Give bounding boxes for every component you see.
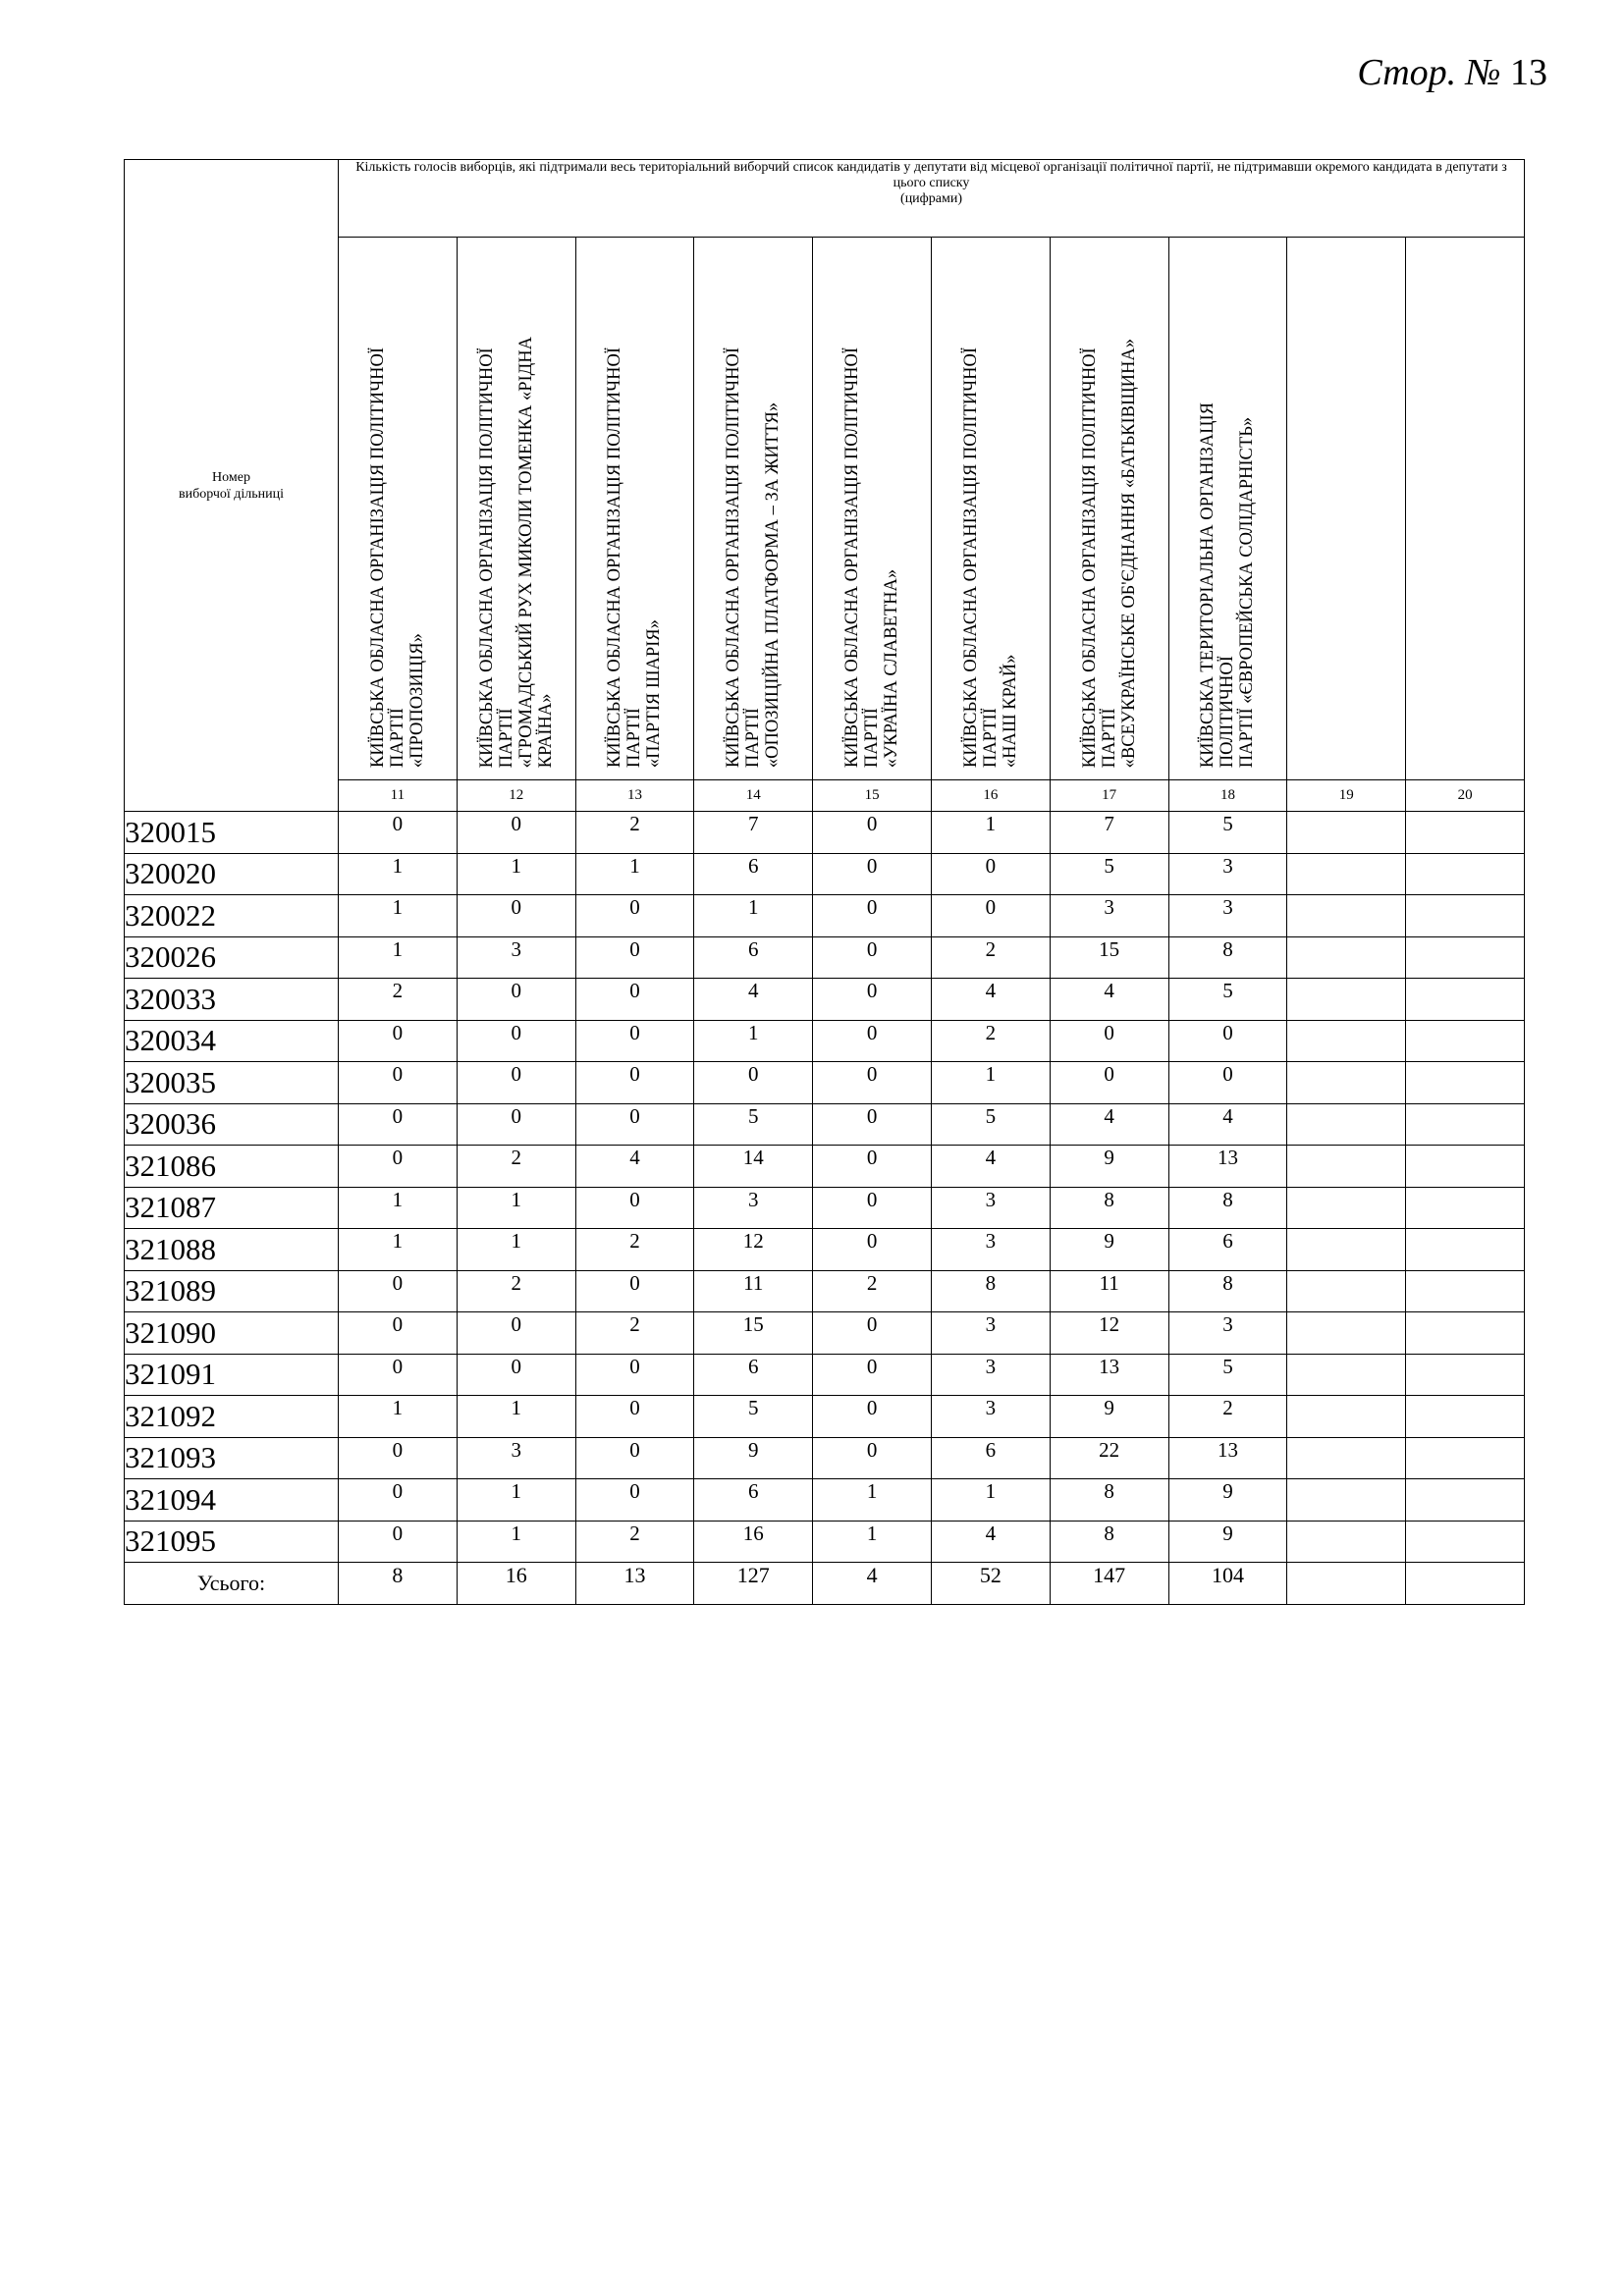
party-name: КИЇВСЬКА ОБЛАСНА ОРГАНІЗАЦІЯ ПОЛІТИЧНОЇ ПАРТІЇ «УКРАЇНА СЛАВЕТНА»	[842, 347, 902, 768]
vote-count-cell: 5	[1050, 853, 1168, 895]
vote-count-cell: 8	[1168, 936, 1287, 979]
vote-count-cell: 1	[339, 853, 458, 895]
column-number: 20	[1406, 780, 1525, 812]
table-row	[125, 1270, 1525, 1312]
vote-count-cell: 3	[1168, 895, 1287, 937]
vote-count-cell: 2	[457, 1270, 575, 1312]
party-name: КИЇВСЬКА ОБЛАСНА ОРГАНІЗАЦІЯ ПОЛІТИЧНОЇ ПАРТІЇ «НАШ КРАЙ»	[960, 347, 1020, 768]
vote-count-cell: 3	[457, 1437, 575, 1479]
vote-count-cell	[1287, 1354, 1406, 1396]
vote-count-cell: 9	[1050, 1396, 1168, 1438]
vote-count-cell: 6	[694, 853, 813, 895]
vote-count-cell: 0	[575, 1187, 694, 1229]
vote-count-cell: 0	[457, 1354, 575, 1396]
total-label: Усього:	[125, 1563, 339, 1605]
vote-count-cell: 3	[931, 1312, 1050, 1355]
precinct-header-line2: виборчої дільниці	[178, 486, 285, 502]
party-column-header	[1406, 238, 1525, 780]
total-row	[125, 1563, 1525, 1605]
vote-count-cell	[1287, 1396, 1406, 1438]
vote-count-cell	[1287, 1437, 1406, 1479]
total-value-cell: 13	[575, 1563, 694, 1605]
vote-count-cell: 9	[1050, 1229, 1168, 1271]
vote-count-cell: 1	[457, 1396, 575, 1438]
vote-count-cell	[1287, 936, 1406, 979]
vote-count-cell: 0	[813, 979, 932, 1021]
vote-count-cell	[1287, 1312, 1406, 1355]
table-row	[125, 1020, 1525, 1062]
vote-count-cell: 0	[457, 1312, 575, 1355]
precinct-number: 321089	[125, 1270, 339, 1312]
vote-count-cell: 2	[575, 1312, 694, 1355]
vote-count-cell	[1406, 1312, 1525, 1355]
vote-count-cell: 3	[1168, 1312, 1287, 1355]
vote-count-cell: 0	[575, 936, 694, 979]
vote-count-cell: 0	[813, 812, 932, 854]
precinct-number: 320035	[125, 1062, 339, 1104]
vote-count-cell: 0	[575, 1270, 694, 1312]
vote-count-cell: 0	[813, 1437, 932, 1479]
vote-count-cell: 0	[339, 1521, 458, 1563]
vote-count-cell: 11	[1050, 1270, 1168, 1312]
vote-count-cell: 6	[931, 1437, 1050, 1479]
vote-count-cell: 8	[1168, 1187, 1287, 1229]
precinct-number: 321087	[125, 1187, 339, 1229]
precinct-number: 320033	[125, 979, 339, 1021]
party-name: КИЇВСЬКА ОБЛАСНА ОРГАНІЗАЦІЯ ПОЛІТИЧНОЇ ПАРТІЇ «ОПОЗИЦІЙНА ПЛАТФОРМА – ЗА ЖИТТЯ»	[724, 347, 784, 768]
vote-count-cell: 0	[813, 1020, 932, 1062]
party-name: КИЇВСЬКА ОБЛАСНА ОРГАНІЗАЦІЯ ПОЛІТИЧНОЇ ПАРТІЇ «ВСЕУКРАЇНСЬКЕ ОБ'ЄДНАННЯ «БАТЬКІВЩИНА»	[1079, 338, 1139, 768]
page-number-value: 13	[1510, 52, 1547, 93]
vote-count-cell: 6	[694, 936, 813, 979]
vote-count-cell	[1287, 1146, 1406, 1188]
vote-count-cell: 8	[1050, 1479, 1168, 1522]
vote-count-cell: 1	[457, 1479, 575, 1522]
vote-count-cell: 9	[1168, 1479, 1287, 1522]
vote-count-cell: 4	[931, 1521, 1050, 1563]
vote-count-cell: 22	[1050, 1437, 1168, 1479]
table-row	[125, 1354, 1525, 1396]
vote-count-cell: 0	[813, 1146, 932, 1188]
vote-count-cell: 1	[339, 936, 458, 979]
table-body	[125, 812, 1525, 1563]
vote-count-cell: 0	[457, 812, 575, 854]
table-row	[125, 853, 1525, 895]
party-name: КИЇВСЬКА ОБЛАСНА ОРГАНІЗАЦІЯ ПОЛІТИЧНОЇ ПАРТІЇ «ПАРТІЯ ШАРІЯ»	[605, 347, 665, 768]
table-row	[125, 1103, 1525, 1146]
vote-count-cell: 0	[575, 1354, 694, 1396]
vote-count-cell: 1	[339, 895, 458, 937]
table-row	[125, 1062, 1525, 1104]
vote-count-cell: 5	[694, 1103, 813, 1146]
vote-count-cell: 0	[339, 1479, 458, 1522]
vote-count-cell: 2	[813, 1270, 932, 1312]
table-row	[125, 1479, 1525, 1522]
column-number: 15	[813, 780, 932, 812]
party-column-header	[575, 238, 694, 780]
vote-count-cell: 0	[339, 1146, 458, 1188]
table-row	[125, 1229, 1525, 1271]
vote-count-cell: 0	[575, 1437, 694, 1479]
vote-count-cell: 6	[694, 1354, 813, 1396]
vote-count-cell: 16	[694, 1521, 813, 1563]
table-row	[125, 895, 1525, 937]
table-row	[125, 936, 1525, 979]
party-name: КИЇВСЬКА ТЕРИТОРІАЛЬНА ОРГАНІЗАЦІЯ ПОЛІТИЧНОЇ ПАРТІЇ «ЄВРОПЕЙСЬКА СОЛІДАРНІСТЬ»	[1198, 401, 1258, 768]
vote-count-cell	[1287, 895, 1406, 937]
table-row	[125, 1187, 1525, 1229]
vote-count-cell: 9	[1050, 1146, 1168, 1188]
vote-count-cell: 0	[457, 895, 575, 937]
vote-count-cell: 12	[694, 1229, 813, 1271]
vote-count-cell: 0	[813, 1187, 932, 1229]
group-header-title: Кількість голосів виборців, які підтримали весь територіальний виборчий список кандидатів у депутати від місцевої організації політичної партії, не підтримавши окремого кандидата в депутати з цього списку	[355, 160, 1507, 190]
vote-count-cell: 0	[339, 1103, 458, 1146]
total-value-cell	[1406, 1563, 1525, 1605]
vote-count-cell: 15	[694, 1312, 813, 1355]
vote-count-cell	[1406, 1437, 1525, 1479]
precinct-number: 320020	[125, 853, 339, 895]
vote-count-cell	[1406, 812, 1525, 854]
total-value-cell: 127	[694, 1563, 813, 1605]
vote-count-cell: 0	[339, 1020, 458, 1062]
precinct-number: 320036	[125, 1103, 339, 1146]
total-value-cell	[1287, 1563, 1406, 1605]
column-number: 18	[1168, 780, 1287, 812]
vote-count-cell: 0	[457, 1062, 575, 1104]
table-row	[125, 812, 1525, 854]
vote-count-cell	[1406, 1354, 1525, 1396]
vote-count-cell: 5	[931, 1103, 1050, 1146]
vote-count-cell: 3	[931, 1354, 1050, 1396]
vote-count-cell: 0	[575, 1062, 694, 1104]
party-column-header	[813, 238, 932, 780]
vote-count-cell	[1287, 1103, 1406, 1146]
column-number: 19	[1287, 780, 1406, 812]
total-value-cell: 16	[457, 1563, 575, 1605]
vote-count-cell: 14	[694, 1146, 813, 1188]
vote-count-cell: 0	[339, 1312, 458, 1355]
vote-count-cell: 4	[694, 979, 813, 1021]
precinct-number: 321093	[125, 1437, 339, 1479]
vote-count-cell: 7	[694, 812, 813, 854]
vote-count-cell: 1	[931, 1062, 1050, 1104]
vote-count-cell: 0	[813, 1103, 932, 1146]
precinct-number: 321095	[125, 1521, 339, 1563]
vote-count-cell: 0	[575, 979, 694, 1021]
vote-count-cell: 1	[457, 1521, 575, 1563]
party-name: КИЇВСЬКА ОБЛАСНА ОРГАНІЗАЦІЯ ПОЛІТИЧНОЇ ПАРТІЇ «ПРОПОЗИЦІЯ»	[367, 347, 427, 768]
group-header	[339, 160, 1525, 238]
vote-count-cell: 3	[1050, 895, 1168, 937]
vote-count-cell	[1287, 812, 1406, 854]
party-column-header	[339, 238, 458, 780]
party-column-header	[1050, 238, 1168, 780]
vote-count-cell: 2	[1168, 1396, 1287, 1438]
page-number-prefix: Стор. №	[1357, 52, 1501, 93]
vote-count-cell: 2	[575, 1521, 694, 1563]
vote-count-cell	[1406, 979, 1525, 1021]
precinct-number: 321094	[125, 1479, 339, 1522]
vote-count-cell	[1287, 1020, 1406, 1062]
vote-count-cell: 0	[813, 1354, 932, 1396]
vote-count-cell: 0	[339, 1062, 458, 1104]
vote-count-cell	[1406, 1020, 1525, 1062]
table-row	[125, 1312, 1525, 1355]
precinct-number: 321086	[125, 1146, 339, 1188]
vote-count-cell	[1406, 1062, 1525, 1104]
precinct-number: 321090	[125, 1312, 339, 1355]
vote-count-cell: 0	[1050, 1062, 1168, 1104]
vote-count-cell: 11	[694, 1270, 813, 1312]
precinct-header-line1: Номер	[212, 469, 250, 485]
vote-count-cell: 1	[339, 1396, 458, 1438]
vote-count-cell: 2	[931, 1020, 1050, 1062]
vote-count-cell: 4	[575, 1146, 694, 1188]
vote-count-cell: 1	[339, 1229, 458, 1271]
vote-count-cell	[1406, 1229, 1525, 1271]
vote-count-cell: 9	[694, 1437, 813, 1479]
vote-count-cell: 4	[931, 1146, 1050, 1188]
vote-count-cell: 1	[813, 1479, 932, 1522]
vote-count-cell: 3	[1168, 853, 1287, 895]
vote-count-cell: 0	[1168, 1062, 1287, 1104]
precinct-column-header	[125, 160, 339, 812]
vote-count-cell: 5	[694, 1396, 813, 1438]
vote-count-cell	[1406, 1396, 1525, 1438]
vote-count-cell: 1	[457, 1229, 575, 1271]
vote-count-cell: 4	[1168, 1103, 1287, 1146]
group-header-note: (цифрами)	[900, 191, 962, 206]
vote-count-cell: 4	[1050, 979, 1168, 1021]
table-row	[125, 979, 1525, 1021]
precinct-number: 321091	[125, 1354, 339, 1396]
vote-count-cell	[1287, 979, 1406, 1021]
vote-count-cell: 4	[931, 979, 1050, 1021]
total-value-cell: 8	[339, 1563, 458, 1605]
vote-count-cell: 0	[813, 1396, 932, 1438]
precinct-number: 321092	[125, 1396, 339, 1438]
vote-count-cell: 0	[1050, 1020, 1168, 1062]
vote-count-cell: 0	[813, 936, 932, 979]
total-value-cell: 104	[1168, 1563, 1287, 1605]
vote-count-cell	[1287, 853, 1406, 895]
vote-count-cell: 1	[339, 1187, 458, 1229]
column-number: 11	[339, 780, 458, 812]
vote-count-cell: 5	[1168, 812, 1287, 854]
vote-count-cell: 0	[457, 1103, 575, 1146]
party-column-header	[457, 238, 575, 780]
vote-count-cell	[1406, 895, 1525, 937]
vote-count-cell: 7	[1050, 812, 1168, 854]
total-value-cell: 4	[813, 1563, 932, 1605]
vote-count-cell: 9	[1168, 1521, 1287, 1563]
vote-count-cell	[1406, 1187, 1525, 1229]
vote-count-cell: 0	[813, 1229, 932, 1271]
party-column-header	[931, 238, 1050, 780]
table-row	[125, 1396, 1525, 1438]
vote-count-cell: 6	[1168, 1229, 1287, 1271]
vote-count-cell: 0	[339, 812, 458, 854]
vote-count-cell: 0	[457, 1020, 575, 1062]
vote-count-cell	[1406, 853, 1525, 895]
vote-count-cell: 0	[575, 1396, 694, 1438]
vote-count-cell: 1	[575, 853, 694, 895]
vote-count-cell: 8	[931, 1270, 1050, 1312]
vote-count-cell: 2	[457, 1146, 575, 1188]
table-row	[125, 1521, 1525, 1563]
vote-count-cell: 0	[575, 895, 694, 937]
vote-count-cell: 5	[1168, 979, 1287, 1021]
vote-count-cell: 1	[694, 895, 813, 937]
vote-count-cell: 1	[931, 1479, 1050, 1522]
vote-count-cell: 1	[694, 1020, 813, 1062]
vote-count-cell: 1	[457, 853, 575, 895]
column-number: 14	[694, 780, 813, 812]
total-value-cell: 52	[931, 1563, 1050, 1605]
vote-count-cell: 2	[931, 936, 1050, 979]
vote-count-cell: 0	[813, 1062, 932, 1104]
vote-count-cell: 0	[1168, 1020, 1287, 1062]
vote-count-cell: 0	[931, 853, 1050, 895]
vote-count-cell: 3	[931, 1396, 1050, 1438]
precinct-number: 320022	[125, 895, 339, 937]
vote-count-cell	[1406, 1521, 1525, 1563]
vote-count-cell: 3	[931, 1187, 1050, 1229]
vote-count-cell: 2	[575, 1229, 694, 1271]
vote-count-cell	[1287, 1270, 1406, 1312]
vote-count-cell: 0	[931, 895, 1050, 937]
vote-count-cell: 2	[575, 812, 694, 854]
party-name: КИЇВСЬКА ОБЛАСНА ОРГАНІЗАЦІЯ ПОЛІТИЧНОЇ ПАРТІЇ «ГРОМАДСЬКИЙ РУХ МИКОЛИ ТОМЕНКА «РІДНА КРАЇНА»	[476, 336, 556, 768]
vote-count-cell	[1287, 1187, 1406, 1229]
precinct-number: 321088	[125, 1229, 339, 1271]
total-value-cell: 147	[1050, 1563, 1168, 1605]
vote-count-cell	[1406, 1270, 1525, 1312]
vote-count-cell	[1406, 936, 1525, 979]
vote-count-cell: 8	[1050, 1521, 1168, 1563]
vote-count-cell: 13	[1168, 1146, 1287, 1188]
vote-count-cell: 2	[339, 979, 458, 1021]
vote-count-cell: 8	[1168, 1270, 1287, 1312]
results-table	[124, 159, 1525, 1605]
vote-count-cell: 13	[1168, 1437, 1287, 1479]
vote-count-cell	[1406, 1146, 1525, 1188]
vote-count-cell: 0	[813, 853, 932, 895]
vote-count-cell: 13	[1050, 1354, 1168, 1396]
vote-count-cell: 6	[694, 1479, 813, 1522]
precinct-number: 320015	[125, 812, 339, 854]
party-column-header	[1287, 238, 1406, 780]
table-row	[125, 1437, 1525, 1479]
vote-count-cell: 0	[575, 1103, 694, 1146]
column-number: 16	[931, 780, 1050, 812]
party-column-header	[694, 238, 813, 780]
vote-count-cell: 0	[575, 1020, 694, 1062]
vote-count-cell: 0	[339, 1354, 458, 1396]
vote-count-cell: 4	[1050, 1103, 1168, 1146]
table-row	[125, 1146, 1525, 1188]
vote-count-cell	[1406, 1103, 1525, 1146]
vote-count-cell	[1287, 1229, 1406, 1271]
vote-count-cell: 8	[1050, 1187, 1168, 1229]
column-number: 17	[1050, 780, 1168, 812]
vote-count-cell	[1287, 1479, 1406, 1522]
vote-count-cell: 0	[694, 1062, 813, 1104]
vote-count-cell: 3	[457, 936, 575, 979]
vote-count-cell: 0	[339, 1270, 458, 1312]
vote-count-cell: 3	[931, 1229, 1050, 1271]
vote-count-cell: 0	[813, 1312, 932, 1355]
vote-count-cell: 0	[339, 1437, 458, 1479]
precinct-number: 320026	[125, 936, 339, 979]
vote-count-cell: 3	[694, 1187, 813, 1229]
party-column-header	[1168, 238, 1287, 780]
vote-count-cell: 0	[457, 979, 575, 1021]
vote-count-cell: 15	[1050, 936, 1168, 979]
vote-count-cell: 1	[931, 812, 1050, 854]
vote-count-cell: 5	[1168, 1354, 1287, 1396]
vote-count-cell: 1	[813, 1521, 932, 1563]
vote-count-cell: 0	[813, 895, 932, 937]
vote-count-cell	[1287, 1521, 1406, 1563]
column-number: 12	[457, 780, 575, 812]
vote-count-cell	[1287, 1062, 1406, 1104]
precinct-number: 320034	[125, 1020, 339, 1062]
page-number	[1357, 51, 1547, 94]
vote-count-cell: 12	[1050, 1312, 1168, 1355]
column-number: 13	[575, 780, 694, 812]
vote-count-cell: 0	[575, 1479, 694, 1522]
vote-count-cell: 1	[457, 1187, 575, 1229]
vote-count-cell	[1406, 1479, 1525, 1522]
